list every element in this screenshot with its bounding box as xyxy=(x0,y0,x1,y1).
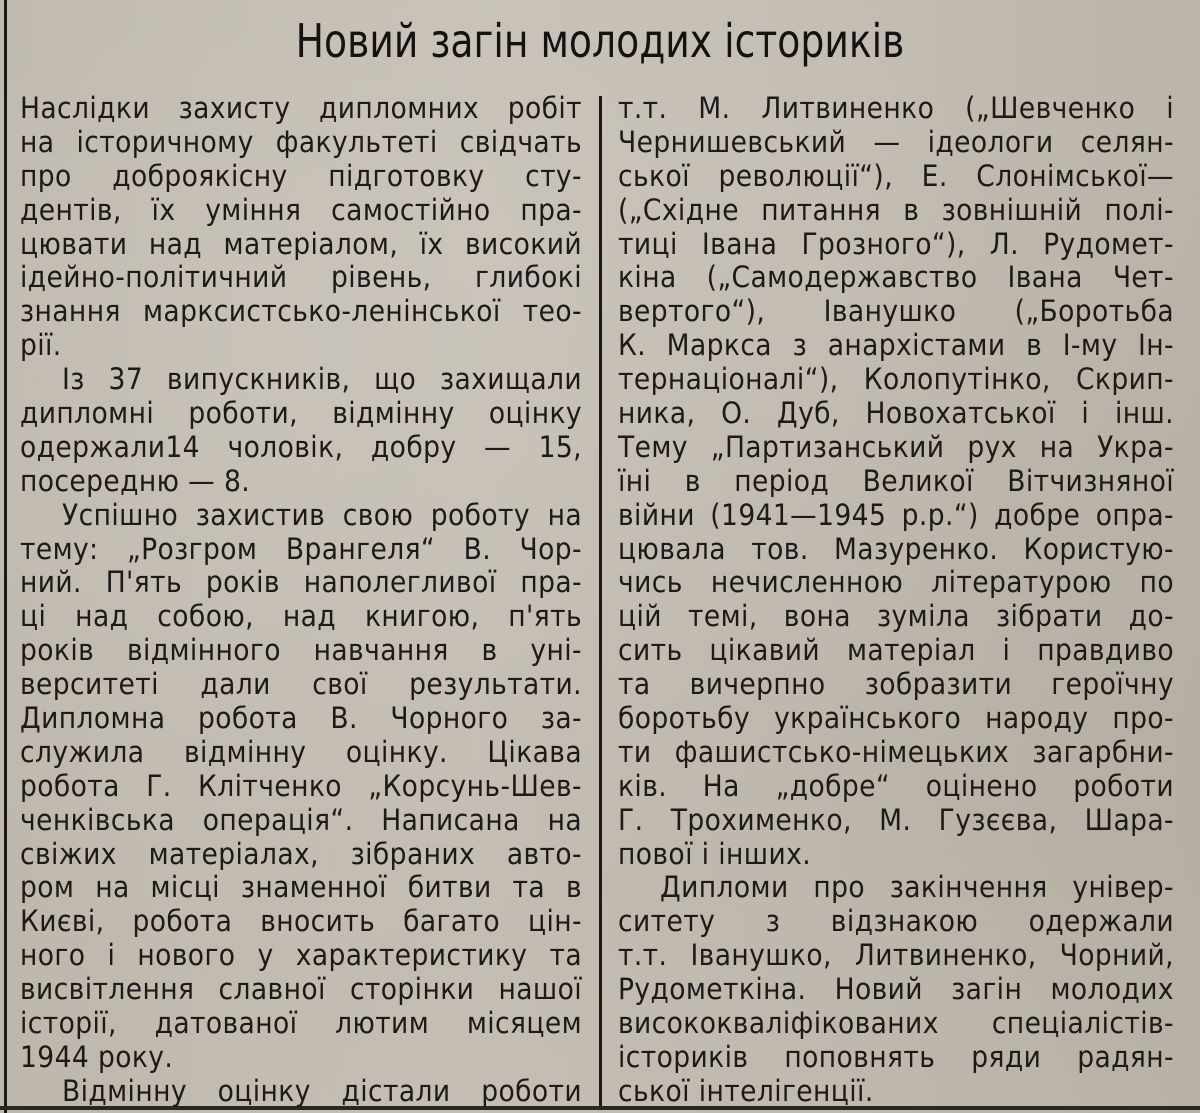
text-line: К. Маркса з анархістами в І-му Ін- xyxy=(618,328,1174,363)
text-line: сить цікавий матеріал і правдиво xyxy=(618,633,1174,668)
text-line: їні в період Великої Вітчизняної xyxy=(618,463,1174,498)
text-line: ченківська операція“. Написана на xyxy=(20,802,582,837)
text-line: тиці Івана Грозного“), Л. Рудомет- xyxy=(618,226,1174,261)
text-line: дипломні роботи, відмінну оцінку xyxy=(20,396,582,431)
text-line: Дипломна робота В. Чорного за- xyxy=(20,701,582,736)
text-line: цій темі, вона зуміла зібрати до- xyxy=(618,599,1174,634)
text-line: Дипломи про закінчення універ- xyxy=(660,870,1174,905)
text-line: одержали14 чоловік, добру — 15, xyxy=(20,429,582,464)
text-line: Успішно захистив свою роботу на xyxy=(62,497,582,532)
text-line: Рудометкіна. Новий загін молодих xyxy=(618,972,1174,1007)
text-line: ром на місці знаменної битви та в xyxy=(20,870,582,905)
text-line: ці над собою, над книгою, п'ять xyxy=(20,599,582,634)
text-line: цювати над матеріалом, їх високий xyxy=(20,226,582,261)
text-line: („Східне питання в зовнішній полі- xyxy=(618,192,1174,227)
text-line: історії, датованої лютим місяцем xyxy=(20,1006,582,1041)
text-line: Чернишевський — ідеологи селян- xyxy=(618,124,1174,159)
text-line: ного і нового у характеристику та xyxy=(20,938,582,973)
article-column-right xyxy=(618,92,1174,1109)
text-line: свіжих матеріалах, зібраних авто- xyxy=(20,836,582,871)
column-divider-rule xyxy=(599,96,602,1106)
text-line: т.т. Іванушко, Литвиненко, Чорний, xyxy=(618,938,1174,973)
text-line: висококваліфікованих спеціалістів- xyxy=(618,1006,1174,1041)
text-line: ків. На „добре“ оцінено роботи xyxy=(618,768,1174,803)
text-line: висвітлення славної сторінки нашої xyxy=(20,972,582,1007)
text-line: Наслідки захисту дипломних робіт xyxy=(20,91,582,125)
text-line: років відмінного навчання в уні- xyxy=(20,633,582,668)
text-line: війни (1941—1945 р.р.“) добре опра- xyxy=(618,497,1174,532)
text-line: кіна („Самодержавство Івана Чет- xyxy=(618,260,1174,295)
text-line: рії. xyxy=(20,328,62,363)
text-line: вертого“), Іванушко („Боротьба xyxy=(618,294,1174,329)
text-line: про доброякісну підготовку сту- xyxy=(20,158,582,193)
text-line: Києві, робота вносить багато цін- xyxy=(20,904,582,939)
article-headline: Новий загін молодих істориків xyxy=(295,14,905,68)
text-line: дентів, їх уміння самостійно пра- xyxy=(20,192,582,227)
text-line: Г. Трохименко, М. Гузєєва, Шара- xyxy=(618,802,1174,837)
text-line: знання марксистсько-ленінської тео- xyxy=(20,294,582,329)
text-line: боротьбу українського народу про- xyxy=(618,701,1174,736)
left-border-rule xyxy=(4,0,7,1113)
text-line: ситету з відзнакою одержали xyxy=(618,904,1174,939)
text-line: т.т. М. Литвиненко („Шевченко і xyxy=(618,91,1174,125)
text-line: істориків поповнять ряди радян- xyxy=(618,1039,1174,1074)
text-line: ідейно-політичний рівень, глибокі xyxy=(20,260,582,295)
text-line: 1944 року. xyxy=(20,1039,174,1074)
text-line: чись нечисленною літературою по xyxy=(618,565,1174,600)
text-line: Тему „Партизанський рух на Укра- xyxy=(618,429,1174,464)
text-line: на історичному факультеті свідчать xyxy=(20,124,582,159)
article-column-left xyxy=(20,92,582,1109)
text-line: ської інтелігенції. xyxy=(618,1073,874,1108)
text-line: ний. П'ять років наполегливої пра- xyxy=(20,565,582,600)
text-line: верситеті дали свої результати. xyxy=(20,667,582,702)
text-line: робота Г. Клітченко „Корсунь-Шев- xyxy=(20,768,582,803)
text-line: тернаціоналі“), Колопутінко, Скрип- xyxy=(618,362,1174,397)
text-line: тему: „Розгром Врангеля“ В. Чор- xyxy=(20,531,582,566)
text-line: ника, О. Дуб, Новохатської і інш. xyxy=(618,396,1174,431)
text-line: пової і інших. xyxy=(618,836,812,871)
text-line: цювала тов. Мазуренко. Користую- xyxy=(618,531,1174,566)
text-line: ти фашистсько-німецьких загарбни- xyxy=(618,734,1174,769)
text-line: ської революції“), Е. Слонімської— xyxy=(618,158,1174,193)
text-line: служила відмінну оцінку. Цікава xyxy=(20,734,582,769)
text-line: посередню — 8. xyxy=(20,463,251,498)
text-line: Із 37 випускників, що захищали xyxy=(62,362,582,397)
text-line: та вичерпно зобразити героїчну xyxy=(618,667,1174,702)
text-line: Відмінну оцінку дістали роботи xyxy=(62,1073,582,1108)
